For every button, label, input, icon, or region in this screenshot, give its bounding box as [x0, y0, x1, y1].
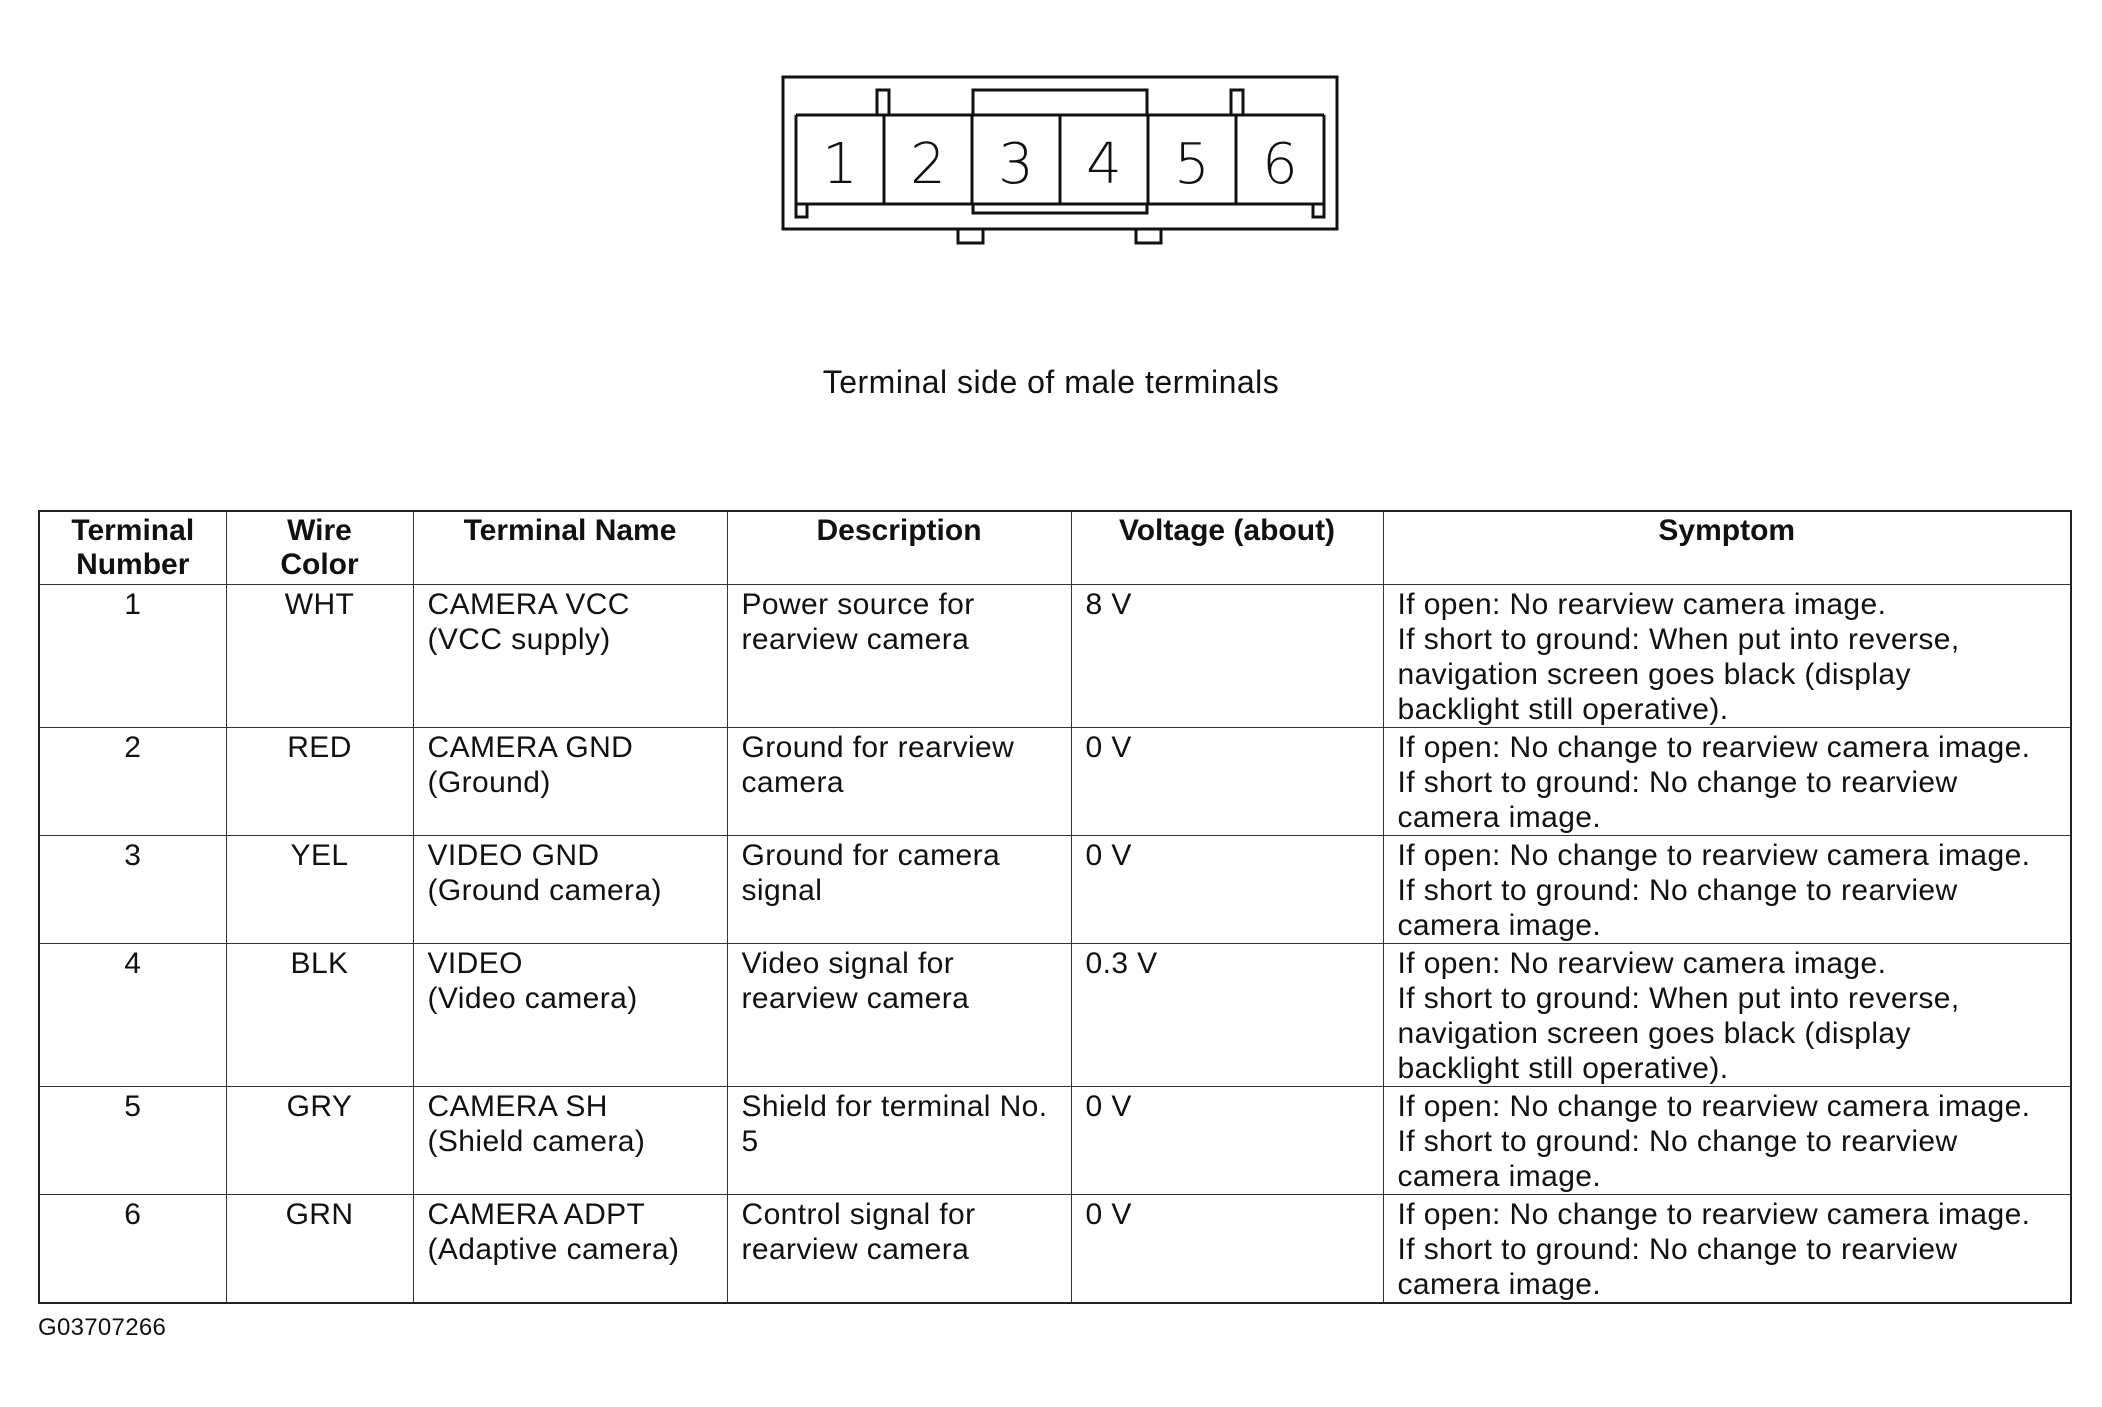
terminal-voltage: 0.3 V [1071, 944, 1383, 1087]
connector-diagram [0, 0, 2102, 300]
terminal-name: VIDEO GND (Ground camera) [413, 836, 727, 944]
terminal-symptom: If open: No change to rearview camera image. If short to ground: No change to rearview camera image. [1383, 728, 2071, 836]
terminal-symptom: If open: No change to rearview camera image. If short to ground: No change to rearview camera image. [1383, 1195, 2071, 1304]
terminal-name: VIDEO (Video camera) [413, 944, 727, 1087]
table-row [39, 1087, 2071, 1195]
terminal-number: 5 [39, 1087, 226, 1195]
terminal-description: Control signal for rearview camera [727, 1195, 1071, 1304]
table-header-row [39, 511, 2071, 585]
terminal-number: 2 [39, 728, 226, 836]
terminal-description: Power source for rearview camera [727, 585, 1071, 728]
header-terminal-number: Terminal Number [39, 511, 226, 585]
pin-3: 3 [998, 132, 1034, 197]
terminal-voltage: 0 V [1071, 1087, 1383, 1195]
header-voltage: Voltage (about) [1071, 511, 1383, 585]
connector-top-lock [973, 90, 1147, 115]
header-terminal-name: Terminal Name [413, 511, 727, 585]
terminal-symptom: If open: No change to rearview camera image. If short to ground: No change to rearview camera image. [1383, 836, 2071, 944]
terminal-name: CAMERA SH (Shield camera) [413, 1087, 727, 1195]
terminal-voltage: 0 V [1071, 836, 1383, 944]
wire-color: BLK [226, 944, 413, 1087]
terminal-name: CAMERA ADPT (Adaptive camera) [413, 1195, 727, 1304]
wire-color: GRY [226, 1087, 413, 1195]
pin-2: 2 [910, 132, 946, 197]
terminal-voltage: 8 V [1071, 585, 1383, 728]
terminal-description: Ground for rearview camera [727, 728, 1071, 836]
terminal-name: CAMERA VCC (VCC supply) [413, 585, 727, 728]
connector-key-left [877, 90, 889, 115]
terminal-name: CAMERA GND (Ground) [413, 728, 727, 836]
pin-1: 1 [822, 132, 858, 197]
figure-id: G03707266 [38, 1314, 167, 1341]
connector-bottom-tab-left [958, 229, 983, 243]
connector-key-right [1231, 90, 1243, 115]
pin-4: 4 [1086, 132, 1122, 197]
wire-color: YEL [226, 836, 413, 944]
table-row [39, 1195, 2071, 1304]
terminal-voltage: 0 V [1071, 1195, 1383, 1304]
table-row [39, 585, 2071, 728]
terminal-symptom: If open: No change to rearview camera image. If short to ground: No change to rearview camera image. [1383, 1087, 2071, 1195]
terminal-number: 6 [39, 1195, 226, 1304]
terminal-voltage: 0 V [1071, 728, 1383, 836]
terminal-symptom: If open: No rearview camera image. If short to ground: When put into reverse, navigation screen goes black (display backlight still operative). [1383, 585, 2071, 728]
connector-bottom-tab-right [1136, 229, 1161, 243]
terminal-number: 1 [39, 585, 226, 728]
terminal-number: 4 [39, 944, 226, 1087]
terminal-table [38, 510, 2072, 1304]
header-wire-color: Wire Color [226, 511, 413, 585]
pin-5: 5 [1174, 132, 1210, 197]
wire-color: GRN [226, 1195, 413, 1304]
wire-color: RED [226, 728, 413, 836]
wire-color: WHT [226, 585, 413, 728]
pin-6: 6 [1262, 132, 1298, 197]
header-description: Description [727, 511, 1071, 585]
terminal-description: Ground for camera signal [727, 836, 1071, 944]
terminal-symptom: If open: No rearview camera image. If short to ground: When put into reverse, navigation screen goes black (display backlight still operative). [1383, 944, 2071, 1087]
terminal-description: Shield for terminal No. 5 [727, 1087, 1071, 1195]
diagram-caption: Terminal side of male terminals [822, 364, 1280, 400]
terminal-description: Video signal for rearview camera [727, 944, 1071, 1087]
terminal-number: 3 [39, 836, 226, 944]
header-symptom: Symptom [1383, 511, 2071, 585]
table-row [39, 944, 2071, 1087]
table-row [39, 836, 2071, 944]
table-row [39, 728, 2071, 836]
